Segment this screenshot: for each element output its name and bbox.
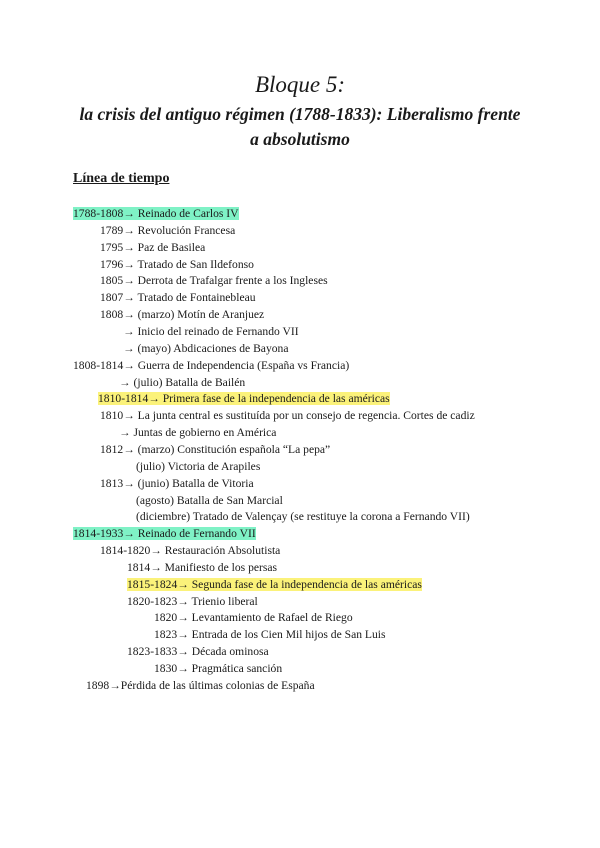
timeline-entry-text: 1789→ Revolución Francesa [100,223,236,237]
timeline-entry [100,241,205,255]
timeline-entry-text: (diciembre) Tratado de Valençay (se restituye la corona a Fernando VII) [136,510,470,524]
timeline-entry [100,274,328,288]
timeline-entry [100,409,475,423]
timeline-entry [123,325,299,339]
timeline-entry-text: 1805→ Derrota de Trafalgar frente a los Ingleses [100,274,328,288]
timeline-entry [154,611,353,625]
timeline-entry-text: 1808-1814→ Guerra de Independencia (España vs Francia) [73,358,350,372]
timeline-entry-text: → Juntas de gobierno en América [119,426,277,440]
timeline-entry [100,443,330,457]
timeline-entry-text: 1820-1823→ Trienio liberal [127,594,258,608]
timeline-entry [127,561,277,575]
timeline-entry [119,426,276,440]
timeline-entry [154,628,386,642]
timeline-entry-text: 1814-1933→ Reinado de Fernando VII [73,527,256,541]
timeline-entry [127,578,422,592]
timeline-entry [98,392,390,406]
timeline-entry-text: → (mayo) Abdicaciones de Bayona [123,341,289,355]
timeline-entry [86,679,315,693]
timeline-entry [100,477,254,491]
timeline-entry-text: 1814→ Manifiesto de los persas [127,560,278,574]
timeline-entry-text: 1812→ (marzo) Constitución española “La pepa” [100,442,331,456]
timeline-entry [73,359,349,373]
timeline-entry-text: (agosto) Batalla de San Marcial [136,493,283,507]
section-heading-timeline: Línea de tiempo [73,171,170,186]
timeline-entry-text: 1795→ Paz de Basilea [100,240,206,254]
timeline-entry-text: → (julio) Batalla de Bailén [119,375,246,389]
timeline-entry-text: 1823-1833→ Década ominosa [127,645,269,659]
timeline-entry [100,224,235,238]
timeline-entry-text: 1898→Pérdida de las últimas colonias de España [86,678,315,692]
timeline-entry [127,645,269,659]
timeline-entry-text: 1796→ Tratado de San Ildefonso [100,257,254,271]
timeline-entry-text: 1807→ Tratado de Fontainebleau [100,291,256,305]
timeline-entry [127,595,258,609]
page-subtitle-line-1: la crisis del antiguo régimen (1788-1833): Liberalismo frente [79,104,521,124]
timeline-entry-text: 1808→ (marzo) Motín de Aranjuez [100,308,265,322]
timeline-entry-text: 1830→ Pragmática sanción [154,662,283,675]
timeline-entry-text: 1814-1820→ Restauración Absolutista [100,544,281,557]
timeline-entry [136,460,260,474]
timeline-entry [123,342,288,356]
timeline-entry [100,308,264,322]
timeline-entry-text: → Inicio del reinado de Fernando VII [123,325,299,338]
page-subtitle-line-2: a absolutismo [250,129,350,149]
timeline-entry [136,510,470,524]
timeline-entry-text: 1810-1814→ Primera fase de la independencia de las américas [98,392,390,406]
timeline-entry-text: 1820→ Levantamiento de Rafael de Riego [154,611,353,625]
timeline-entry [119,376,245,390]
timeline-entry-text: 1810→ La junta central es sustituída por un consejo de regencia. Cortes de cadiz [100,409,475,423]
timeline-entry-text: (julio) Victoria de Arapiles [136,459,261,473]
page-title: Bloque 5: [254,72,346,97]
timeline-entry-text: 1823→ Entrada de los Cien Mil hijos de San Luis [154,628,386,642]
timeline-entry [136,494,283,508]
timeline-entry [154,662,282,676]
timeline-entry [73,527,256,541]
timeline-entry-text: 1788-1808→ Reinado de Carlos IV [73,207,239,220]
timeline-entry-text: 1813→ (junio) Batalla de Vitoria [100,476,254,490]
timeline-entry [100,291,256,305]
timeline-entry [73,207,239,221]
timeline-entry [100,258,254,272]
timeline-entry-text: 1815-1824→ Segunda fase de la independencia de las américas [127,577,422,591]
timeline-entry [100,544,280,558]
